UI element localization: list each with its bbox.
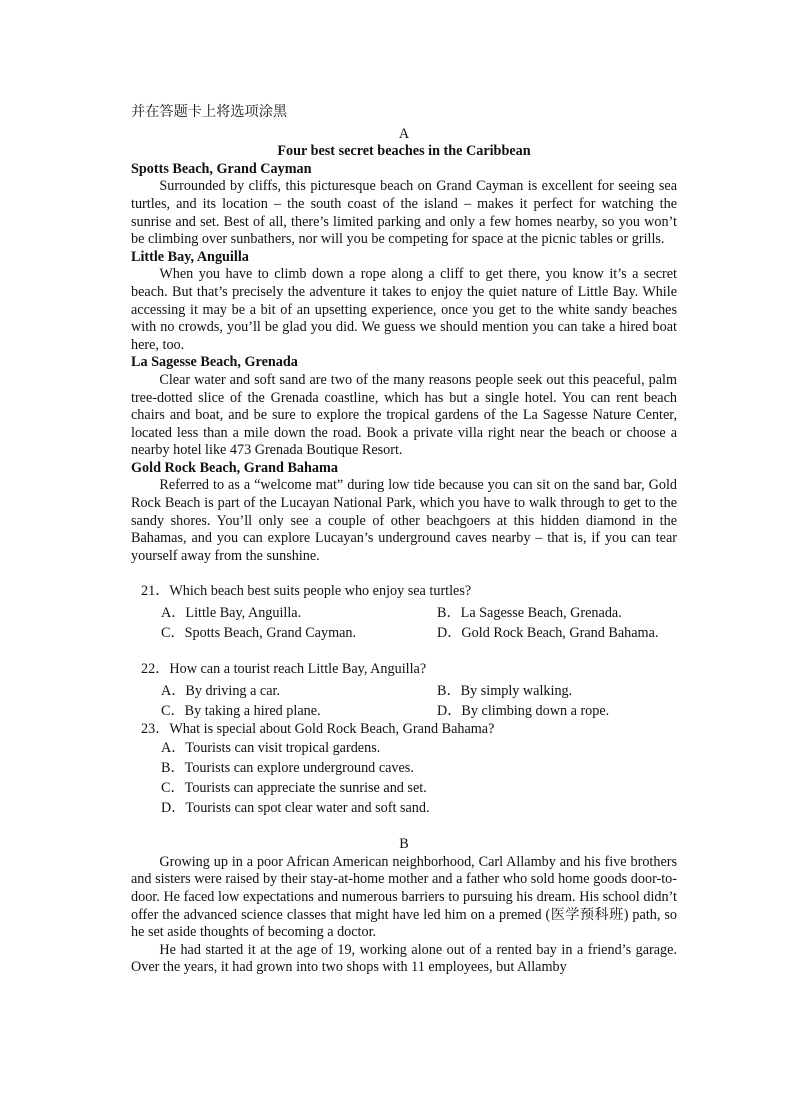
passage-a-title: Four best secret beaches in the Caribbean [277,143,531,160]
instruction-text: 并在答题卡上将选项涂黑 [131,104,288,120]
question-22 [131,661,677,721]
section-a-letter: A [398,125,410,142]
option-b[interactable]: B．La Sagesse Beach, Grenada. [437,605,622,622]
beach-heading: Gold Rock Beach, Grand Bahama [131,459,338,476]
option-c[interactable]: C．Tourists can appreciate the sunrise and set. [161,780,427,797]
section-b-letter: B [399,836,409,853]
option-d[interactable]: D．By climbing down a rope. [437,702,610,719]
question-21 [131,583,677,643]
option-b[interactable]: B．Tourists can explore underground caves. [161,760,414,777]
option-a[interactable]: A．Little Bay, Anguilla. [161,605,302,622]
option-c[interactable]: C．By taking a hired plane. [161,702,321,719]
option-a[interactable]: A．Tourists can visit tropical gardens. [161,740,381,757]
option-b[interactable]: B．By simply walking. [437,682,573,699]
beach-heading: Little Bay, Anguilla [131,248,249,265]
beach-paragraph: Clear water and soft sand are two of the many reasons people seek out this peaceful, palm tree-dotted slice of the Grenada coastline, which has but a single hotel. You can rent beach chairs and boat, and be sure to explore the tropical gardens of the La Sagesse Nature Center, located less than a mile down the road. Book a private villa right near the beach or choose a nearby hotel like 473 Grenada Boutique Resort. [131,371,677,459]
option-a[interactable]: A．By driving a car. [161,682,280,699]
option-d[interactable]: D．Gold Rock Beach, Grand Bahama. [437,625,659,642]
beach-paragraph: Referred to as a “welcome mat” during low tide because you can sit on the sand bar, Gold Rock Beach is part of the Lucayan National Park, which you have to walk through to get to the sandy shores. You’ll only see a couple of other beachgoers at this hidden diamond in the Bahamas, and you can explore Lucayan’s underground caves nearby – that is, if you can tear yourself away from the sunshine. [131,477,677,564]
beach-paragraph: Surrounded by cliffs, this picturesque beach on Grand Cayman is excellent for seeing sea turtles, and its location – the south coast of the island – makes it perfect for watching the sunrise and set. Best of all, there’s limited parking and only a few homes nearby, so you won’t be climbing over sunbathers, nor will you be competing for space at the picnic tables or grills. [131,178,677,248]
question-stem: 21．Which beach best suits people who enjoy sea turtles? [141,583,472,600]
passage-b-paragraph: He had started it at the age of 19, working alone out of a rented bay in a friend’s garage. Over the years, it had grown into two shops with 11 employees, but Allamby [131,941,677,976]
passage-b-paragraph: Growing up in a poor African American neighborhood, Carl Allamby and his five brothers and sisters were raised by their stay-at-home mother and a father who sold home goods door-to-door. He faced low expectations and numerous barriers to pursuing his dream. His school didn’t offer the advanced science classes that might have led him on a premed (医学预科班) path, so he set aside thoughts of becoming a doctor. [131,853,677,941]
question-23 [131,721,677,819]
exam-page [131,100,677,977]
beach-paragraph: When you have to climb down a rope along a cliff to get there, you know it’s a secret beach. But that’s precisely the adventure it takes to enjoy the quiet nature of Little Bay. While accessing it may be a bit of an upsetting experience, once you get to the white sandy beaches with no crowds, you’ll be glad you did. We guess we should mention you can take a hired boat here, too. [131,266,677,353]
question-stem: 23．What is special about Gold Rock Beach, Grand Bahama? [141,720,495,737]
beach-heading: Spotts Beach, Grand Cayman [131,160,312,177]
option-c[interactable]: C．Spotts Beach, Grand Cayman. [161,625,357,642]
beach-heading: La Sagesse Beach, Grenada [131,354,298,371]
question-stem: 22．How can a tourist reach Little Bay, Anguilla? [141,661,427,678]
option-d[interactable]: D．Tourists can spot clear water and soft sand. [161,800,430,817]
